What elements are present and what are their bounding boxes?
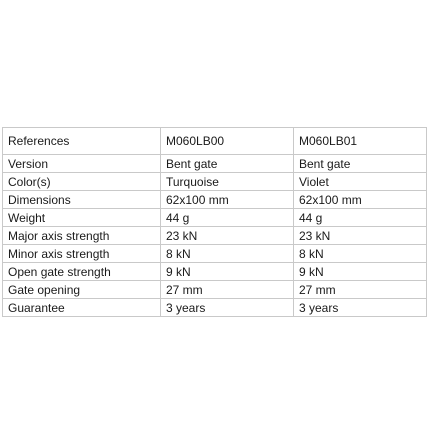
row-value: Turquoise	[161, 173, 294, 191]
row-value: 3 years	[294, 299, 427, 317]
header-cell-label: References	[3, 128, 161, 155]
row-label: Color(s)	[3, 173, 161, 191]
row-value: Bent gate	[161, 155, 294, 173]
header-cell-ref-2: M060LB01	[294, 128, 427, 155]
table-row	[3, 227, 427, 245]
row-value: 44 g	[161, 209, 294, 227]
table-row	[3, 281, 427, 299]
row-value: 8 kN	[161, 245, 294, 263]
row-value: 27 mm	[294, 281, 427, 299]
table-row	[3, 155, 427, 173]
table-row	[3, 263, 427, 281]
row-value: 62x100 mm	[294, 191, 427, 209]
row-value: Bent gate	[294, 155, 427, 173]
row-label: Version	[3, 155, 161, 173]
table-row	[3, 173, 427, 191]
row-label: Gate opening	[3, 281, 161, 299]
row-label: Dimensions	[3, 191, 161, 209]
row-label: Guarantee	[3, 299, 161, 317]
row-value: 44 g	[294, 209, 427, 227]
row-value: 23 kN	[161, 227, 294, 245]
row-value: 23 kN	[294, 227, 427, 245]
row-value: Violet	[294, 173, 427, 191]
row-value: 27 mm	[161, 281, 294, 299]
row-value: 62x100 mm	[161, 191, 294, 209]
row-value: 8 kN	[294, 245, 427, 263]
row-label: Weight	[3, 209, 161, 227]
header-cell-ref-1: M060LB00	[161, 128, 294, 155]
table-row	[3, 245, 427, 263]
row-value: 9 kN	[161, 263, 294, 281]
table-row	[3, 209, 427, 227]
table-row	[3, 191, 427, 209]
row-label: Major axis strength	[3, 227, 161, 245]
row-value: 9 kN	[294, 263, 427, 281]
table-row	[3, 299, 427, 317]
table-header-row	[3, 128, 427, 155]
row-label: Open gate strength	[3, 263, 161, 281]
row-label: Minor axis strength	[3, 245, 161, 263]
row-value: 3 years	[161, 299, 294, 317]
spec-table	[2, 127, 427, 317]
